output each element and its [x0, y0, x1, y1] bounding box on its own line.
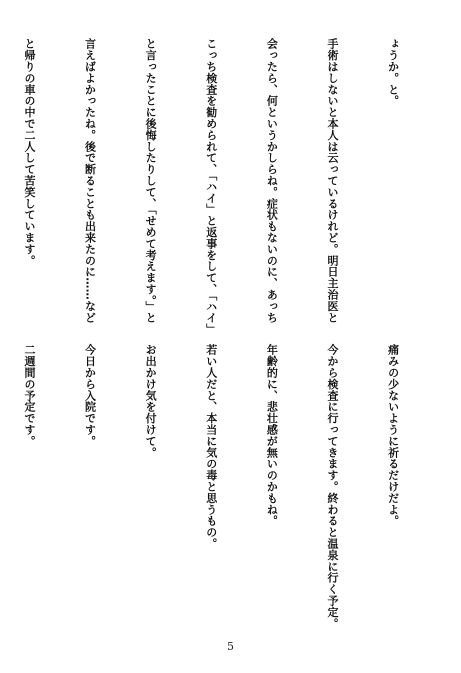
text-line: お出かけ気を付けて。: [144, 344, 158, 458]
page-number: 5: [227, 640, 234, 653]
letter-text-top: [22, 38, 443, 335]
text-line: 年齢的に、悲壮感が無いのかもね。: [265, 344, 279, 527]
text-line: 手術はしないと本人は云っているけれど。明日主治医と: [325, 38, 339, 323]
text-line: と言ったことに後悔したりして、「せめて考えます。」と: [144, 38, 158, 324]
text-line: 今から検査に行ってきます。終わると温泉に行く予定。: [325, 344, 339, 629]
text-line: 痛みの少ないように祈るだけだよ。: [386, 344, 400, 527]
text-line: ょうか。と。: [386, 38, 400, 107]
text-line: 若い人だと、本当に気の毒と思うもの。: [204, 344, 218, 550]
text-line: こっち検査を勧められて、「ハイ」と返事をして、「ハイ」: [204, 38, 218, 335]
text-line: 言えばよかったね。後で断ることも出来たのに……など: [83, 38, 97, 323]
text-line: 今日から入院です。: [83, 344, 97, 447]
text-line: と帰りの車の中で二人して苦笑しています。: [22, 38, 36, 266]
text-line: 会ったら、何というかしらね。症状もないのに、あっち: [265, 38, 279, 323]
text-line: 二週間の予定です。: [22, 344, 36, 447]
letter-text-bottom: [22, 344, 443, 634]
